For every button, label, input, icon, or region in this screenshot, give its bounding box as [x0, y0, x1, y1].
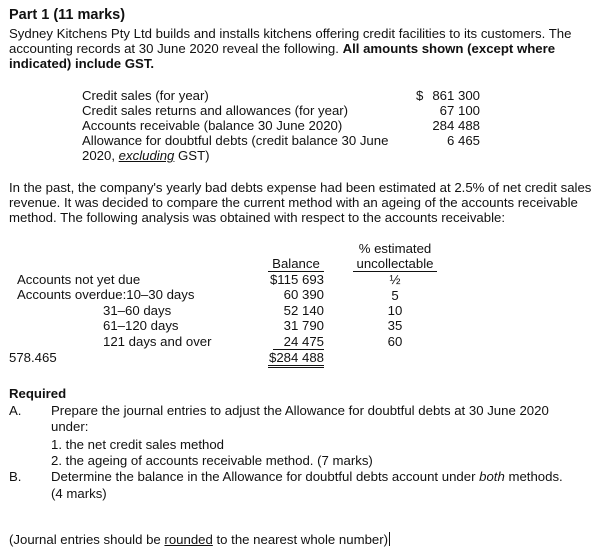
ageing-balance-total: $284 488 — [268, 350, 324, 368]
balance-label-allowance-cont — [82, 148, 210, 163]
amount-receivable: 284 488 — [432, 118, 480, 133]
ageing-balance-61-120: 31 790 — [283, 318, 324, 333]
balance-label-credit-sales: Credit sales (for year) — [82, 88, 209, 103]
past-para-line-3: method. The following analysis was obtained with respect to the accounts receivable: — [9, 210, 506, 225]
required-a-letter: A. — [9, 403, 22, 418]
ageing-pct-121-plus: 60 — [387, 334, 403, 349]
side-note: 578.465 — [9, 350, 57, 365]
ageing-pct-31-60: 10 — [387, 303, 403, 318]
amount-credit-sales: 861 300 — [432, 88, 480, 103]
part-title: Part 1 (11 marks) — [9, 7, 126, 23]
balance-label-receivable: Accounts receivable (balance 30 June 2020) — [82, 118, 343, 133]
required-a-item-1: 1. the net credit sales method — [51, 437, 225, 452]
ageing-label-121-plus: 121 days and over — [103, 334, 212, 349]
ageing-balance-31-60: 52 140 — [283, 303, 324, 318]
text-cursor — [389, 532, 390, 546]
required-a-line-2: under: — [51, 419, 89, 434]
footnote-underlined: rounded — [164, 532, 213, 547]
intro-line-2-bold: All amounts shown (except where — [342, 41, 556, 56]
intro-line-3: indicated) include GST. — [9, 56, 155, 71]
required-a-item-2: 2. the ageing of accounts receivable method. (7 marks) — [51, 453, 373, 468]
required-b-letter: B. — [9, 469, 22, 484]
allowance-cont-suffix: GST) — [174, 148, 210, 163]
ageing-label-not-due: Accounts not yet due — [17, 272, 141, 287]
header-pct-line-1: % estimated — [358, 241, 432, 256]
ageing-pct-10-30: 5 — [391, 288, 399, 303]
intro-line-1: Sydney Kitchens Pty Ltd builds and installs kitchens offering credit facilities to its customers. The — [9, 26, 572, 41]
required-a-line-1: Prepare the journal entries to adjust the Allowance for doubtful debts at 30 June 2020 — [51, 403, 549, 418]
ageing-label-31-60: 31–60 days — [103, 303, 172, 318]
dollar-sign: $ — [416, 88, 424, 103]
footnote-prefix: (Journal entries should be — [9, 532, 165, 547]
balance-label-returns: Credit sales returns and allowances (for year) — [82, 103, 349, 118]
required-b-suffix: methods. — [504, 469, 563, 484]
required-b-line-2: (4 marks) — [51, 486, 107, 501]
footnote-suffix: to the nearest whole number) — [212, 532, 389, 547]
required-b-line-1 — [51, 469, 563, 484]
ageing-balance-10-30: 60 390 — [283, 287, 324, 302]
required-b-prefix: Determine the balance in the Allowance for doubtful debts account under — [51, 469, 480, 484]
ageing-balance-121-plus: 24 475 — [273, 334, 324, 350]
ageing-pct-not-due: ½ — [389, 272, 401, 287]
required-heading: Required — [9, 386, 67, 401]
past-para-line-2: revenue. It was decided to compare the current method with an ageing of the accounts receivable — [9, 195, 578, 210]
ageing-label-61-120: 61–120 days — [103, 318, 179, 333]
past-para-line-1: In the past, the company's yearly bad debts expense had been estimated at 2.5% of net credit sales — [9, 180, 592, 195]
required-b-em: both — [479, 469, 505, 484]
amount-returns: 67 100 — [439, 103, 480, 118]
allowance-cont-em: excluding — [118, 148, 175, 163]
footnote — [9, 532, 390, 547]
header-pct-line-2: uncollectable — [353, 256, 437, 272]
ageing-balance-not-due: $115 693 — [269, 272, 324, 287]
allowance-cont-prefix: 2020, — [82, 148, 119, 163]
balance-label-allowance: Allowance for doubtful debts (credit balance 30 June — [82, 133, 389, 148]
amount-allowance: 6 465 — [446, 133, 480, 148]
ageing-label-10-30: Accounts overdue:10–30 days — [17, 287, 195, 302]
intro-line-2-plain: accounting records at 30 June 2020 reveal the following. — [9, 41, 343, 56]
intro-line-2 — [9, 41, 555, 56]
ageing-pct-61-120: 35 — [387, 318, 403, 333]
header-balance: Balance — [268, 256, 324, 272]
